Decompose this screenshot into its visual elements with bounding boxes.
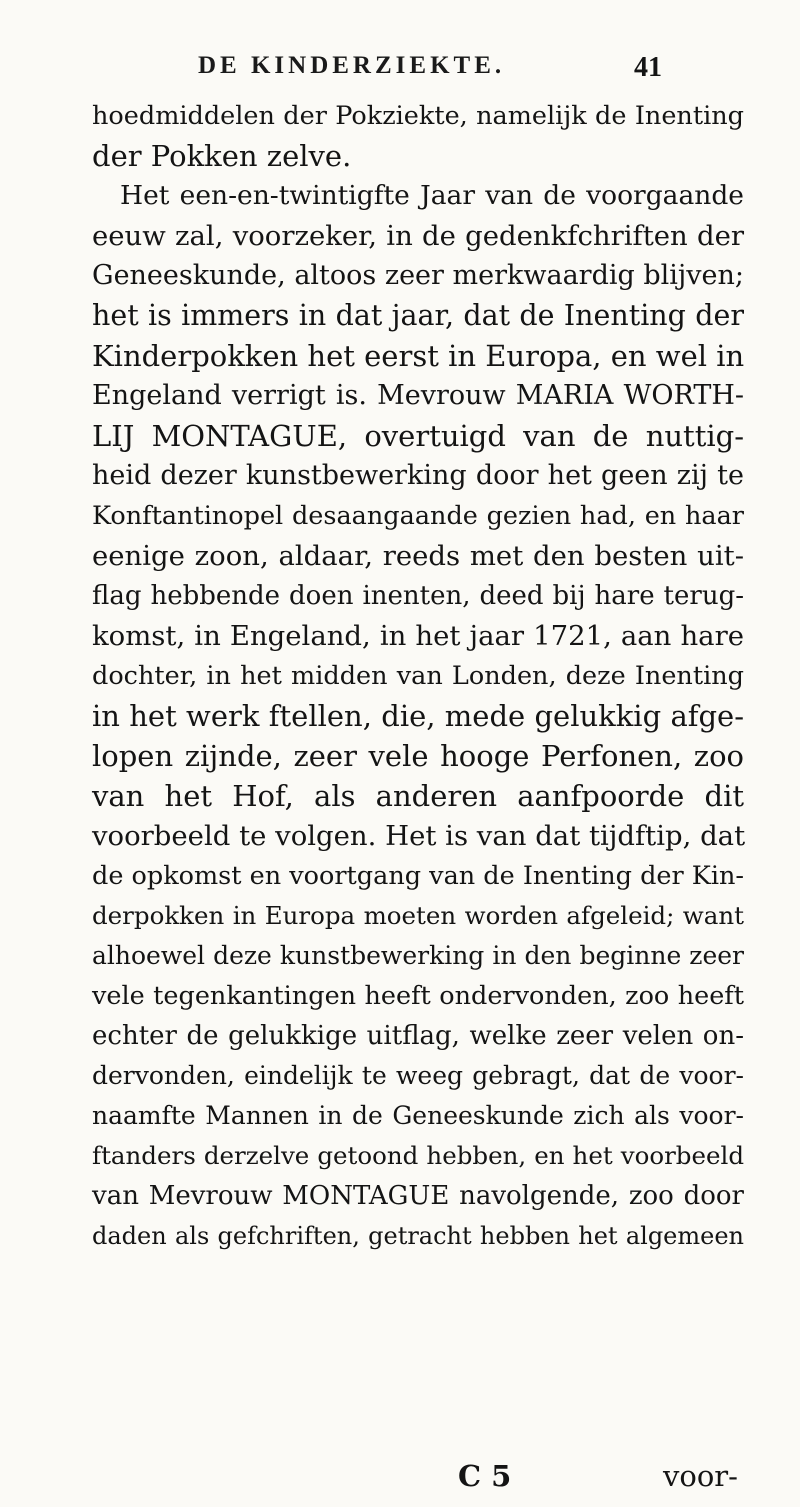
text-line: in het werk ftellen, die, mede gelukkig afge-: [92, 699, 744, 733]
text-line: het is immers in dat jaar, dat de Inenting der: [92, 299, 744, 332]
text-line: Konftantinopel desaangaande gezien had, en haar: [92, 501, 744, 531]
text-line: de opkomst en voortgang van de Inenting der Kin-: [92, 861, 745, 891]
text-line: komst, in Engeland, in het jaar 1721, aan hare: [92, 620, 744, 652]
text-line: alhoewel deze kunstbewerking in den beginne zeer: [92, 941, 744, 970]
text-line: heid dezer kunstbewerking door het geen zij te: [92, 460, 744, 491]
text-line: der Pokken zelve.: [92, 139, 352, 173]
text-line: Geneeskunde, altoos zeer merkwaardig blijven;: [92, 260, 745, 291]
text-line: Het een-en-twintigfte Jaar van de voorgaande: [120, 180, 744, 211]
text-line: lopen zijnde, zeer vele hooge Perfonen, zoo: [92, 739, 744, 773]
page-number: 41: [634, 52, 662, 83]
text-line: derpokken in Europa moeten worden afgeleid; want: [92, 901, 744, 930]
signature-mark: C 5: [458, 1459, 512, 1493]
body-text: [92, 96, 744, 1256]
text-line: eeuw zal, voorzeker, in de gedenkfchriften der: [92, 220, 744, 252]
text-line: dochter, in het midden van Londen, deze Inenting: [92, 661, 744, 691]
text-line: hoedmiddelen der Pokziekte, namelijk de Inenting: [92, 101, 744, 131]
text-line: dervonden, eindelijk te weeg gebragt, dat de voor-: [92, 1061, 744, 1090]
running-title: DE KINDERZIEKTE.: [198, 52, 506, 79]
text-line: Engeland verrigt is. Mevrouw MARIA WORTH-: [92, 380, 744, 411]
catchword: voor-: [663, 1459, 738, 1493]
text-line: Kinderpokken het eerst in Europa, en wel in: [92, 339, 745, 373]
text-line: flag hebbende doen inenten, deed bij hare terug-: [92, 581, 744, 611]
text-line: naamfte Mannen in de Geneeskunde zich als voor-: [92, 1101, 744, 1130]
text-line: daden als gefchriften, getracht hebben het algemeen: [92, 1222, 744, 1250]
text-line: echter de gelukkige uitflag, welke zeer velen on-: [92, 1021, 744, 1051]
text-line: vele tegenkantingen heeft ondervonden, zoo heeft: [92, 981, 744, 1011]
text-line: van het Hof, als anderen aanfpoorde dit: [92, 779, 744, 813]
page-footer: [92, 1456, 744, 1496]
text-line: van Mevrouw MONTAGUE navolgende, zoo door: [92, 1181, 744, 1211]
text-line: ftanders derzelve getoond hebben, en het voorbeeld: [92, 1141, 744, 1170]
text-line: eenige zoon, aldaar, reeds met den besten uit-: [92, 540, 744, 572]
text-line: voorbeeld te volgen. Het is van dat tijdftip, dat: [92, 820, 746, 852]
text-line: LIJ MONTAGUE, overtuigd van de nuttig-: [92, 419, 744, 453]
